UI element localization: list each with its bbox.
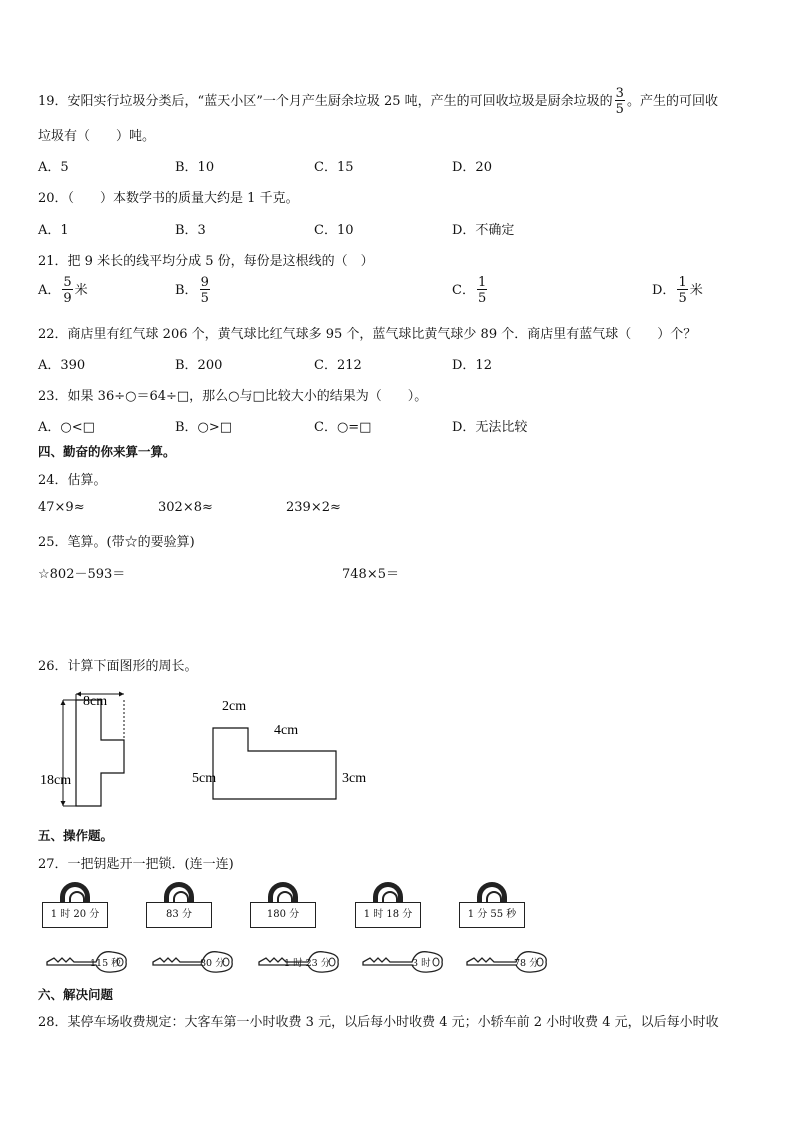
q23-option-b[interactable]: B．○>□	[175, 420, 233, 435]
lock-label: 83 分	[146, 902, 212, 928]
key-label: 3 时	[412, 958, 431, 969]
lock-shackle	[164, 882, 194, 904]
section-6-heading: 六、解决问题	[38, 987, 114, 1002]
q19-text-b: 。产生的可回收	[626, 94, 718, 109]
q20-option-c[interactable]: C．10	[314, 223, 354, 238]
section-5-heading: 五、操作题。	[38, 828, 114, 843]
lock-2[interactable]	[146, 882, 214, 930]
key-1[interactable]	[44, 944, 130, 974]
lock-shackle	[268, 882, 298, 904]
q26-figure-1	[36, 688, 136, 813]
key-3[interactable]	[256, 944, 342, 974]
q20-option-d[interactable]: D．不确定	[452, 223, 515, 238]
key-label: 1 时 23 分	[284, 958, 331, 969]
lock-shackle	[60, 882, 90, 904]
lock-label: 1 分 55 秒	[459, 902, 525, 928]
key-label: 78 分	[514, 958, 539, 969]
fig2-top-short-label: 2cm	[222, 699, 247, 714]
q25-text: 25．笔算。(带☆的要验算)	[38, 535, 195, 550]
fig2-top-long-label: 4cm	[274, 723, 299, 738]
lock-shackle	[477, 882, 507, 904]
key-icon	[360, 944, 446, 974]
q19-line2: 垃圾有（ ）吨。	[38, 129, 156, 144]
q28-text: 28．某停车场收费规定：大客车第一小时收费 3 元，以后每小时收费 4 元；小轿车前 2 小时收费 4 元，以后每小时收	[38, 1015, 719, 1030]
q22-option-a[interactable]: A．390	[38, 358, 86, 373]
key-2[interactable]	[150, 944, 236, 974]
lock-label: 180 分	[250, 902, 316, 928]
q26-figure-2	[188, 694, 388, 806]
lock-3[interactable]	[250, 882, 318, 930]
fig2-right-label: 3cm	[342, 771, 367, 786]
q23-option-c[interactable]: C．○=□	[314, 420, 372, 435]
key-label: 80 分	[200, 958, 225, 969]
q22-option-c[interactable]: C．212	[314, 358, 362, 373]
q22-text: 22．商店里有红气球 206 个，黄气球比红气球多 95 个，蓝气球比黄气球少 89 个．商店里有蓝气球（ ）个？	[38, 327, 697, 342]
fig2-left-label: 5cm	[192, 771, 217, 786]
lock-label: 1 时 18 分	[355, 902, 421, 928]
key-5[interactable]	[464, 944, 550, 974]
q24-text: 24．估算。	[38, 473, 107, 488]
section-4-heading: 四、勤奋的你来算一算。	[38, 444, 176, 459]
q26-text: 26．计算下面图形的周长。	[38, 659, 198, 674]
q19-text-a: 19．安阳实行垃圾分类后，“蓝天小区”一个月产生厨余垃圾 25 吨，产生的可回收垃圾是厨余垃圾的	[38, 94, 613, 109]
q24-item-2: 302×8≈	[158, 500, 213, 515]
q20-text: 20．（ ）本数学书的质量大约是 1 千克。	[38, 191, 299, 206]
key-4[interactable]	[360, 944, 446, 974]
q19-option-d[interactable]: D．20	[452, 160, 492, 175]
q22-option-d[interactable]: D．12	[452, 358, 492, 373]
q19-fraction: $\frac{3}{5}$	[615, 86, 624, 117]
q23-option-a[interactable]: A．○<□	[38, 420, 95, 435]
q21-option-b[interactable]: B． $\frac{9}{5}$	[175, 275, 209, 306]
q20-option-b[interactable]: B．3	[175, 223, 206, 238]
q19-line1	[38, 87, 718, 116]
q21-option-c[interactable]: C． $\frac{1}{5}$	[452, 275, 487, 306]
q24-item-3: 239×2≈	[286, 500, 341, 515]
lock-shackle	[373, 882, 403, 904]
q21-option-a[interactable]: A． $\frac{5}{9}$ 米	[38, 275, 88, 306]
fig1-top-label: 8cm	[83, 694, 108, 709]
lock-4[interactable]	[355, 882, 423, 930]
q27-text: 27．一把钥匙开一把锁．(连一连)	[38, 857, 234, 872]
q25-item-2: 748×5＝	[342, 567, 399, 582]
q22-option-b[interactable]: B．200	[175, 358, 223, 373]
q19-option-c[interactable]: C．15	[314, 160, 354, 175]
q19-option-b[interactable]: B．10	[175, 160, 215, 175]
lock-1[interactable]	[42, 882, 110, 930]
q21-text: 21．把 9 米长的线平均分成 5 份，每份是这根线的（ ）	[38, 254, 374, 269]
lock-5[interactable]	[459, 882, 527, 930]
q19-option-a[interactable]: A．5	[38, 160, 69, 175]
q24-item-1: 47×9≈	[38, 500, 85, 515]
fig1-left-label: 18cm	[40, 773, 72, 788]
q23-option-d[interactable]: D．无法比较	[452, 420, 528, 435]
q20-option-a[interactable]: A．1	[38, 223, 69, 238]
q21-option-d[interactable]: D． $\frac{1}{5}$ 米	[652, 275, 703, 306]
q23-text: 23．如果 36÷○＝64÷□，那么○与□比较大小的结果为（ ）。	[38, 389, 428, 404]
key-label: 115 秒	[90, 958, 121, 969]
lock-label: 1 时 20 分	[42, 902, 108, 928]
q25-item-1: ☆802－593＝	[38, 567, 126, 582]
